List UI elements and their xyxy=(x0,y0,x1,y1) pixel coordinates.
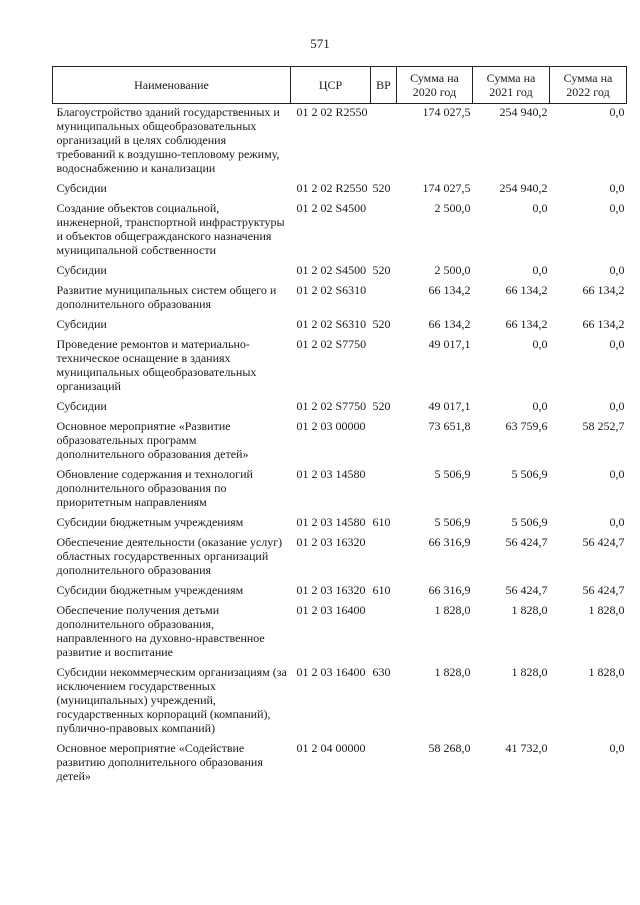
row-sum-2020: 66 316,9 xyxy=(428,583,471,597)
row-csr: 01 2 02 S4500 xyxy=(296,263,367,277)
header-vr: ВР xyxy=(371,67,397,104)
row-vr xyxy=(371,200,397,262)
row-vr xyxy=(371,534,397,582)
row-sum-2022: 1 828,0 xyxy=(588,603,625,617)
row-vr: 520 xyxy=(372,317,391,331)
row-csr: 01 2 03 16320 xyxy=(296,535,366,549)
page-number: 571 xyxy=(310,36,330,51)
row-csr: 01 2 03 16400 xyxy=(296,603,366,617)
row-sum-2022: 66 134,2 xyxy=(582,317,625,331)
row-vr: 610 xyxy=(372,583,391,597)
row-name: Проведение ремонтов и материально-техническое оснащение в зданиях муниципальных общеобразовательных организаций xyxy=(56,337,257,393)
row-sum-2022: 0,0 xyxy=(609,399,625,413)
row-csr: 01 2 03 14580 xyxy=(296,515,366,529)
table-row xyxy=(53,418,627,466)
table-row xyxy=(53,104,627,181)
row-name: Субсидии бюджетным учреждениям xyxy=(56,583,244,597)
row-name: Субсидии бюджетным учреждениям xyxy=(56,515,244,529)
row-csr: 01 2 02 S4500 xyxy=(296,201,367,215)
budget-table xyxy=(52,66,627,788)
row-sum-2022: 0,0 xyxy=(609,263,625,277)
row-sum-2022: 0,0 xyxy=(609,181,625,195)
row-sum-2020: 73 651,8 xyxy=(428,419,471,433)
row-sum-2020: 66 134,2 xyxy=(428,317,471,331)
row-sum-2022: 1 828,0 xyxy=(588,665,625,679)
row-sum-2021: 254 940,2 xyxy=(499,105,548,119)
table-row xyxy=(53,664,627,740)
row-sum-2020: 2 500,0 xyxy=(434,263,471,277)
row-sum-2020: 49 017,1 xyxy=(428,399,471,413)
row-name: Основное мероприятие «Содействие развитию дополнительного образования детей» xyxy=(56,741,263,783)
header-csr: ЦСР xyxy=(291,67,371,104)
row-vr xyxy=(371,602,397,664)
table-row xyxy=(53,534,627,582)
row-vr: 520 xyxy=(372,263,391,277)
row-csr: 01 2 02 S7750 xyxy=(296,399,367,413)
row-sum-2020: 5 506,9 xyxy=(434,515,471,529)
table-row xyxy=(53,740,627,788)
row-vr xyxy=(371,740,397,788)
row-sum-2021: 0,0 xyxy=(532,399,548,413)
row-sum-2021: 5 506,9 xyxy=(511,515,548,529)
row-vr xyxy=(371,104,397,181)
table-row xyxy=(53,514,627,534)
row-name: Субсидии xyxy=(56,399,107,413)
row-vr: 610 xyxy=(372,515,391,529)
table-header xyxy=(53,67,627,104)
row-sum-2020: 5 506,9 xyxy=(434,467,471,481)
row-sum-2021: 0,0 xyxy=(532,337,548,351)
row-name: Благоустройство зданий государственных и муниципальных общеобразовательных организаций в целях соблюдения требований к воздушно-тепловому режиму, водоснабжению и канализации xyxy=(56,105,280,175)
table-body xyxy=(53,104,627,789)
table-row xyxy=(53,466,627,514)
row-sum-2020: 49 017,1 xyxy=(428,337,471,351)
row-sum-2022: 56 424,7 xyxy=(582,583,625,597)
header-sum-2022: Сумма на 2022 год xyxy=(550,67,627,104)
row-name: Субсидии xyxy=(56,181,107,195)
table-row xyxy=(53,602,627,664)
row-vr xyxy=(371,336,397,398)
row-sum-2021: 1 828,0 xyxy=(511,603,548,617)
row-name: Субсидии xyxy=(56,317,107,331)
row-csr: 01 2 03 00000 xyxy=(296,419,366,433)
row-sum-2021: 63 759,6 xyxy=(505,419,548,433)
row-sum-2021: 254 940,2 xyxy=(499,181,548,195)
row-sum-2020: 1 828,0 xyxy=(434,665,471,679)
table-row xyxy=(53,262,627,282)
row-sum-2022: 0,0 xyxy=(609,515,625,529)
row-sum-2021: 56 424,7 xyxy=(505,535,548,549)
row-csr: 01 2 04 00000 xyxy=(296,741,366,755)
row-sum-2020: 66 134,2 xyxy=(428,283,471,297)
row-sum-2022: 0,0 xyxy=(609,105,625,119)
row-sum-2021: 0,0 xyxy=(532,201,548,215)
row-name: Обеспечение получения детьми дополнительного образования, направленного на духовно-нравственное развитие и воспитание xyxy=(56,603,265,659)
row-vr xyxy=(371,418,397,466)
row-csr: 01 2 02 R2550 xyxy=(296,105,368,119)
row-sum-2020: 174 027,5 xyxy=(422,105,471,119)
row-sum-2020: 66 316,9 xyxy=(428,535,471,549)
row-sum-2022: 0,0 xyxy=(609,741,625,755)
header-name: Наименование xyxy=(53,67,291,104)
header-sum-2021: Сумма на 2021 год xyxy=(473,67,550,104)
table-row xyxy=(53,398,627,418)
row-vr xyxy=(371,282,397,316)
row-sum-2021: 66 134,2 xyxy=(505,283,548,297)
row-sum-2021: 56 424,7 xyxy=(505,583,548,597)
row-sum-2021: 5 506,9 xyxy=(511,467,548,481)
row-sum-2020: 1 828,0 xyxy=(434,603,471,617)
row-sum-2022: 0,0 xyxy=(609,201,625,215)
row-sum-2021: 1 828,0 xyxy=(511,665,548,679)
row-name: Обновление содержания и технологий дополнительного образования по приоритетным направлениям xyxy=(56,467,253,509)
table-row xyxy=(53,200,627,262)
row-csr: 01 2 02 S6310 xyxy=(296,283,367,297)
row-csr: 01 2 02 S6310 xyxy=(296,317,367,331)
row-sum-2022: 56 424,7 xyxy=(582,535,625,549)
row-sum-2020: 2 500,0 xyxy=(434,201,471,215)
row-name: Развитие муниципальных систем общего и дополнительного образования xyxy=(56,283,277,311)
table-row xyxy=(53,316,627,336)
row-name: Обеспечение деятельности (оказание услуг) областных государственных организаций дополнительного образования xyxy=(56,535,283,577)
row-sum-2022: 0,0 xyxy=(609,337,625,351)
row-csr: 01 2 02 R2550 xyxy=(296,181,368,195)
row-sum-2020: 174 027,5 xyxy=(422,181,471,195)
row-sum-2021: 41 732,0 xyxy=(505,741,548,755)
row-sum-2022: 66 134,2 xyxy=(582,283,625,297)
row-csr: 01 2 03 16400 xyxy=(296,665,366,679)
row-sum-2022: 58 252,7 xyxy=(582,419,625,433)
row-name: Основное мероприятие «Развитие образовательных программ дополнительного образования детей» xyxy=(56,419,249,461)
table-row xyxy=(53,282,627,316)
row-vr xyxy=(371,466,397,514)
row-csr: 01 2 03 16320 xyxy=(296,583,366,597)
header-sum-2020: Сумма на 2020 год xyxy=(397,67,473,104)
row-name: Субсидии некоммерческим организациям (за исключением государственных (муниципальных) учреждений, государственных корпораций (компаний), публично-правовых компаний) xyxy=(56,665,287,735)
row-sum-2021: 0,0 xyxy=(532,263,548,277)
row-csr: 01 2 03 14580 xyxy=(296,467,366,481)
row-csr: 01 2 02 S7750 xyxy=(296,337,367,351)
row-vr: 630 xyxy=(372,665,391,679)
row-vr: 520 xyxy=(372,181,391,195)
table-row xyxy=(53,336,627,398)
row-sum-2022: 0,0 xyxy=(609,467,625,481)
table-row xyxy=(53,582,627,602)
row-sum-2021: 66 134,2 xyxy=(505,317,548,331)
row-name: Субсидии xyxy=(56,263,107,277)
row-vr: 520 xyxy=(372,399,391,413)
row-name: Создание объектов социальной, инженерной, транспортной инфраструктуры и объектов общегражданского назначения муниципальной собственности xyxy=(56,201,285,257)
row-sum-2020: 58 268,0 xyxy=(428,741,471,755)
table-row xyxy=(53,180,627,200)
